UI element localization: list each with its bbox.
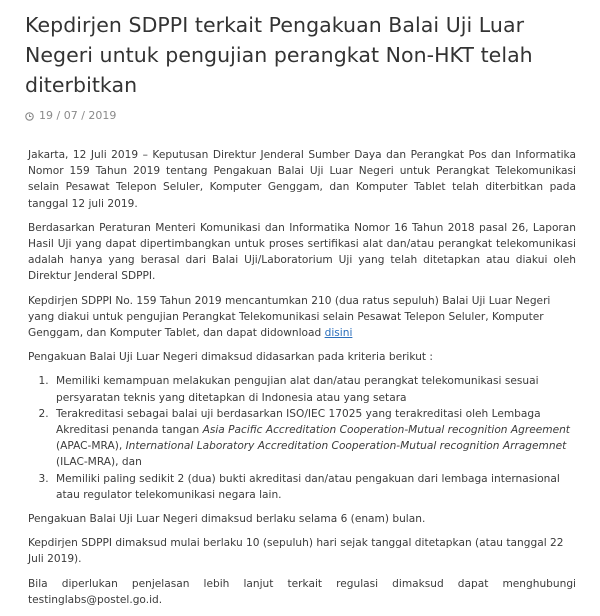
- criteria-item: 3. Memiliki paling sedikit 2 (dua) bukti akreditasi dan/atau pengakuan dari lembaga internasional atau regulator telekomunikasi negara lain.: [52, 471, 576, 503]
- paragraph-effective: Kepdirjen SDPPI dimaksud mulai berlaku 10 (sepuluh) hari sejak tanggal ditetapkan (atau tanggal 22 Juli 2019).: [28, 537, 564, 566]
- date-text: 19 / 07 / 2019: [39, 109, 117, 122]
- article-header: [25, 10, 581, 123]
- criteria-list: [28, 373, 576, 503]
- paragraph-download: [28, 293, 576, 342]
- paragraph-contact: Bila diperlukan penjelasan lebih lanjut terkait regulasi dimaksud dapat menghubungi testinglabs@postel.go.id.: [28, 577, 576, 606]
- apac-mra-name: Asia Pacific Accreditation Cooperation-Mutual recognition Agreement: [202, 424, 570, 437]
- criteria-item: 1. Memiliki kemampuan melakukan pengujian alat dan/atau perangkat telekomunikasi sesuai persyaratan teknis yang ditetapkan di Indonesia atau yang setara: [52, 373, 576, 405]
- publish-date: [25, 109, 581, 123]
- criteria-item: 2. Terakreditasi sebagai balai uji berdasarkan ISO/IEC 17025 yang terakreditasi oleh Lembaga Akreditasi penanda tangan Asia Pacific Accreditation Cooperation-Mutual recognition Agreement (APAC-MRA), International Laboratory Accreditation Cooperation-Mutual recognition Arragemnet (ILAC-MRA), dan: [52, 406, 576, 471]
- ilac-mra-name: International Laboratory Accreditation Cooperation-Mutual recognition Arragemnet: [125, 440, 567, 453]
- criteria-intro: Pengakuan Balai Uji Luar Negeri dimaksud didasarkan pada kriteria berikut :: [28, 351, 433, 364]
- article-title: Kepdirjen SDPPI terkait Pengakuan Balai Uji Luar Negeri untuk pengujian perangkat Non-HKT telah diterbitkan: [25, 13, 533, 97]
- download-link[interactable]: disini: [324, 327, 353, 340]
- paragraph-regulation: Berdasarkan Peraturan Menteri Komunikasi dan Informatika Nomor 16 Tahun 2018 pasal 26, Laporan Hasil Uji yang dapat dipertimbangkan untuk proses sertifikasi alat dan/atau perangkat telekomunikasi adalah hanya yang berasal dari Balai Uji/Laboratorium Uji yang telah ditetapkan atau diakui oleh Direktur Jenderal SDPPI.: [28, 221, 576, 283]
- article-body: [28, 147, 576, 616]
- download-text: Kepdirjen SDPPI No. 159 Tahun 2019 mencantumkan 210 (dua ratus sepuluh) Balai Uji Luar Negeri yang diakui untuk pengujian Perangkat Telekomunikasi selain Pesawat Telepon Seluler, Komputer Genggam, dan Komputer Tablet, dan dapat didownload: [28, 294, 551, 340]
- paragraph-validity: Pengakuan Balai Uji Luar Negeri dimaksud berlaku selama 6 (enam) bulan.: [28, 513, 426, 526]
- clock-icon: [25, 112, 34, 121]
- paragraph-intro: Jakarta, 12 Juli 2019 – Keputusan Direktur Jenderal Sumber Daya dan Perangkat Pos dan Informatika Nomor 159 Tahun 2019 tentang Pengakuan Balai Uji Luar Negeri untuk Perangkat Telekomunikasi selain Pesawat Telepon Seluler, Komputer Genggam, dan Komputer Tablet telah diterbitkan pada tanggal 12 juli 2019.: [28, 149, 576, 210]
